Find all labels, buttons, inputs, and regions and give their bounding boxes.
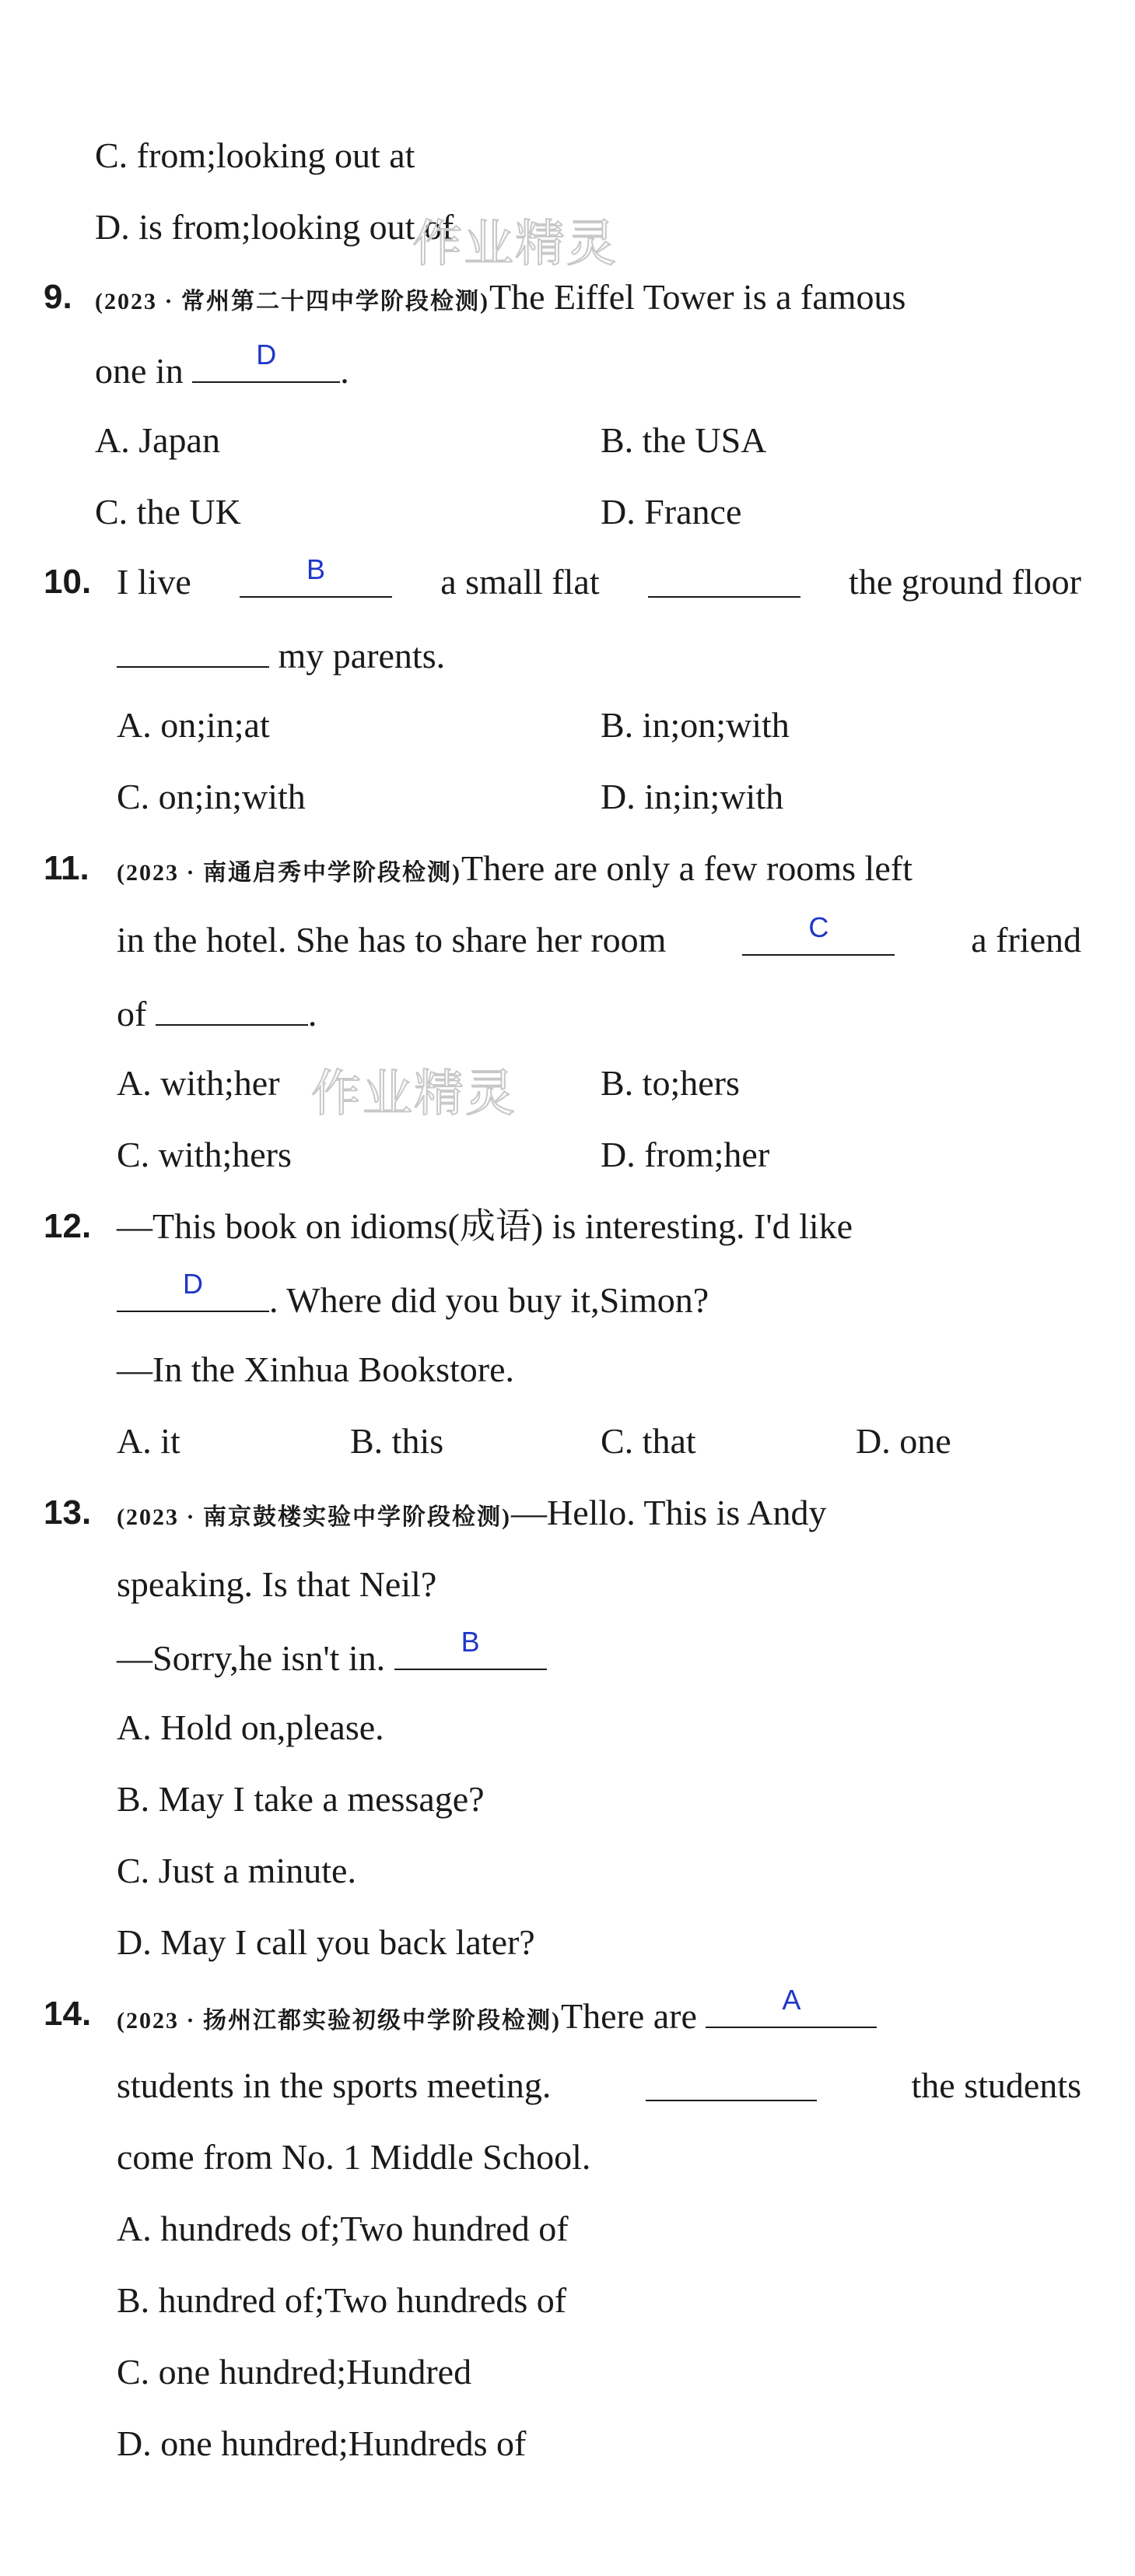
q12-stem-2: . Where did you buy it,Simon? bbox=[269, 1280, 709, 1320]
q13-line-1 bbox=[117, 1490, 827, 1541]
q9-line-2 bbox=[95, 339, 349, 395]
q10-line-1 bbox=[117, 553, 1081, 605]
q14-stem-2a: students in the sports meeting. bbox=[117, 2065, 552, 2105]
q13-blank[interactable] bbox=[394, 1626, 547, 1670]
q12-number: 12. bbox=[44, 1207, 92, 1245]
q14-source: (2023 · 扬州江都实验初级中学阶段检测) bbox=[117, 2008, 561, 2034]
q13-line-2: speaking. Is that Neil? bbox=[117, 1564, 437, 1604]
q14-option-c: C. one hundred;Hundred bbox=[117, 2352, 472, 2392]
q11-source: (2023 · 南通启秀中学阶段检测) bbox=[117, 860, 461, 886]
q9-source: (2023 · 常州第二十四中学阶段检测) bbox=[95, 289, 489, 314]
q8-option-c: C. from;looking out at bbox=[95, 135, 415, 175]
q10-option-c: C. on;in;with bbox=[117, 777, 306, 816]
q11-stem-end: . bbox=[307, 994, 317, 1034]
q10-option-b: B. in;on;with bbox=[601, 705, 790, 745]
q10-blank-3[interactable] bbox=[117, 630, 269, 668]
q13-option-c: C. Just a minute. bbox=[117, 1851, 356, 1890]
q14-option-d: D. one hundred;Hundreds of bbox=[117, 2423, 527, 2463]
q11-stem-1: There are only a few rooms left bbox=[461, 848, 913, 888]
q11-option-a: A. with;her bbox=[117, 1063, 280, 1103]
q14-option-b: B. hundred of;Two hundreds of bbox=[117, 2280, 567, 2320]
q11-number: 11. bbox=[44, 849, 89, 887]
q13-number: 13. bbox=[44, 1493, 92, 1532]
q9-option-b: B. the USA bbox=[601, 420, 767, 460]
q11-option-b: B. to;hers bbox=[601, 1063, 740, 1103]
q9-answer: D bbox=[256, 339, 277, 370]
q12-option-c: C. that bbox=[601, 1421, 696, 1461]
q13-answer: B bbox=[461, 1626, 480, 1658]
q9-stem-2: one in bbox=[95, 351, 184, 391]
q11-blank-1[interactable] bbox=[742, 911, 895, 956]
q9-number: 9. bbox=[44, 278, 72, 316]
q11-answer: C bbox=[808, 911, 829, 943]
q12-option-d: D. one bbox=[856, 1421, 951, 1461]
q11-line-2 bbox=[117, 911, 1081, 963]
q8-option-d: D. is from;looking out of bbox=[95, 207, 454, 247]
q9-option-a: A. Japan bbox=[95, 420, 220, 460]
q10-stem-1: I live bbox=[117, 562, 191, 602]
q9-option-d: D. France bbox=[601, 492, 742, 532]
q9-stem-end: . bbox=[340, 351, 349, 391]
q12-option-b: B. this bbox=[350, 1421, 444, 1461]
q13-line-3 bbox=[117, 1626, 547, 1682]
q11-line-1 bbox=[117, 845, 913, 897]
q10-line-2 bbox=[117, 630, 445, 679]
q10-option-a: A. on;in;at bbox=[117, 705, 270, 745]
q10-blank-1[interactable] bbox=[240, 553, 392, 598]
q11-option-c: C. with;hers bbox=[117, 1135, 292, 1174]
q12-answer: D bbox=[183, 1268, 203, 1300]
q14-stem-2b: the students bbox=[911, 2065, 1081, 2105]
q10-stem-2: a small flat bbox=[440, 562, 600, 602]
q9-blank[interactable] bbox=[192, 339, 340, 383]
q14-blank-1[interactable] bbox=[706, 1984, 877, 2028]
q14-option-a: A. hundreds of;Two hundred of bbox=[117, 2209, 569, 2248]
q11-blank-2[interactable] bbox=[156, 988, 308, 1026]
q12-line-3: —In the Xinhua Bookstore. bbox=[117, 1349, 515, 1389]
q14-line-3: come from No. 1 Middle School. bbox=[117, 2137, 591, 2177]
q13-option-a: A. Hold on,please. bbox=[117, 1707, 384, 1747]
q10-number: 10. bbox=[44, 563, 92, 601]
q10-stem-3: the ground floor bbox=[849, 562, 1081, 602]
q13-option-b: B. May I take a message? bbox=[117, 1779, 485, 1819]
q14-line-1 bbox=[117, 1984, 877, 2044]
q14-answer: A bbox=[782, 1984, 801, 2016]
q13-source: (2023 · 南京鼓楼实验中学阶段检测) bbox=[117, 1504, 511, 1530]
watermark: 作业精灵 bbox=[412, 216, 618, 273]
q10-stem-4: my parents. bbox=[278, 636, 446, 676]
q12-line-1: —This book on idioms(成语) is interesting. I'd like bbox=[117, 1206, 853, 1246]
q11-option-d: D. from;her bbox=[601, 1135, 770, 1174]
q14-blank-2[interactable] bbox=[646, 2064, 817, 2101]
q14-number: 14. bbox=[44, 1995, 92, 2033]
q10-blank-2[interactable] bbox=[648, 560, 800, 598]
q9-option-c: C. the UK bbox=[95, 492, 241, 532]
q12-blank[interactable] bbox=[117, 1268, 269, 1312]
q10-option-d: D. in;in;with bbox=[601, 777, 784, 816]
q11-line-3 bbox=[117, 988, 317, 1037]
q14-line-2 bbox=[117, 2062, 1081, 2109]
q13-stem-1: —Hello. This is Andy bbox=[511, 1493, 827, 1532]
q9-line-1 bbox=[95, 274, 906, 325]
q13-option-d: D. May I call you back later? bbox=[117, 1922, 535, 1962]
q12-line-2 bbox=[117, 1268, 709, 1324]
q11-stem-2a: in the hotel. She has to share her room bbox=[117, 920, 667, 960]
q9-stem-1: The Eiffel Tower is a famous bbox=[489, 277, 906, 317]
q14-stem-1: There are bbox=[561, 1996, 697, 2036]
q10-answer: B bbox=[307, 553, 326, 585]
q11-stem-2b: a friend bbox=[971, 920, 1081, 960]
q11-stem-3: of bbox=[117, 994, 147, 1034]
q13-stem-3: —Sorry,he isn't in. bbox=[117, 1638, 386, 1678]
q12-option-a: A. it bbox=[117, 1421, 180, 1461]
watermark: 作业精灵 bbox=[311, 1065, 517, 1123]
